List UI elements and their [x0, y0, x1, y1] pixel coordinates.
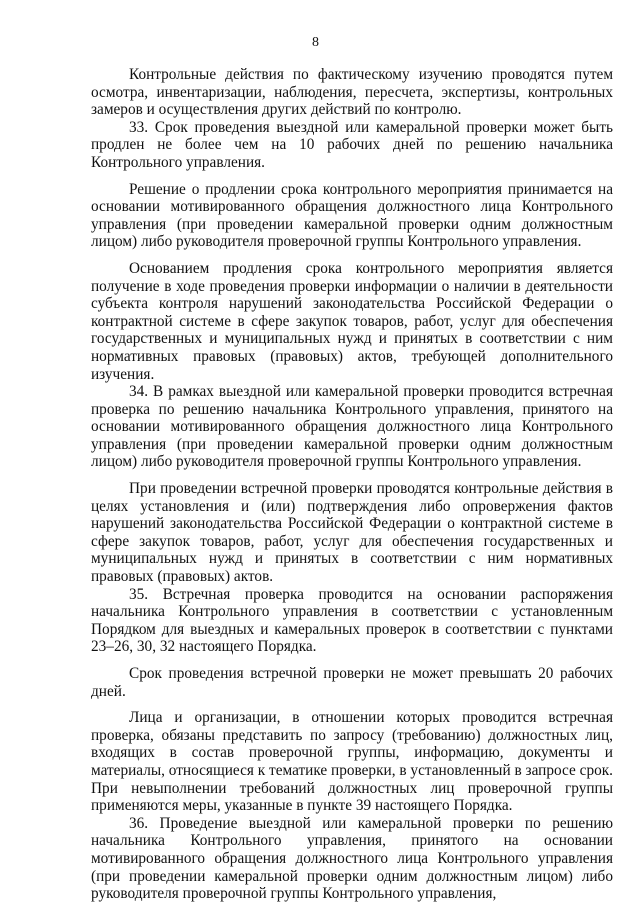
document-body [91, 66, 613, 903]
paragraph: Решение о продлении срока контрольного мероприятия принимается на основании мотивированного обращения должностного лица Контрольного управления (при проведении камеральной проверки одним должностным лицом) либо руководителя проверочной группы Контрольного управления. [91, 180, 613, 251]
paragraph: Основанием продления срока контрольного мероприятия является получение в ходе проведения проверки информации о наличии в деятельности субъекта контроля нарушений законодательства Российской Федерации о контрактной системе в сфере закупок товаров, работ, услуг для обеспечения государственных и муниципальных нужд и принятых в соответствии с ним нормативных правовых (правовых) актов, требующей дополнительного изучения. [91, 259, 613, 383]
paragraph-item-36: 36. Проведение выездной или камеральной проверки по решению начальника Контрольного управления, принятого на основании мотивированного обращения должностного лица Контрольного управления (при проведении камеральной проверки одним должностным лицом) либо руководителя проверочной группы Контрольного управления, [91, 814, 613, 903]
paragraph-item-34: 34. В рамках выездной или камеральной проверки проводится встречная проверка по решению начальника Контрольного управления, принятого на основании мотивированного обращения должностного лица Контрольного управления (при проведении камеральной проверки одним должностным лицом) либо руководителя проверочной группы Контрольного управления. [91, 383, 613, 471]
paragraph-item-35: 35. Встречная проверка проводится на основании распоряжения начальника Контрольного управления в соответствии с установленным Порядком для выездных и камеральных проверок в соответствии с пунктами 23–26, 30, 32 настоящего Порядка. [91, 585, 613, 656]
paragraph-item-33: 33. Срок проведения выездной или камеральной проверки может быть продлен не более чем на 10 рабочих дней по решению начальника Контрольного управления. [91, 118, 613, 171]
paragraph: При проведении встречной проверки проводятся контрольные действия в целях установления и (или) подтверждения либо опровержения фактов нарушений законодательства Российской Федерации о контрактной системе в сфере закупок товаров, работ, услуг для обеспечения государственных и муниципальных нужд и принятых в соответствии с ним нормативных правовых (правовых) актов. [91, 480, 613, 586]
paragraph: Срок проведения встречной проверки не может превышать 20 рабочих дней. [91, 665, 613, 700]
page-number: 8 [312, 35, 319, 50]
paragraph: Контрольные действия по фактическому изучению проводятся путем осмотра, инвентаризации, наблюдения, пересчета, экспертизы, контрольных замеров и осуществления других действий по контролю. [91, 66, 613, 119]
paragraph: Лица и организации, в отношении которых проводится встречная проверка, обязаны представить по запросу (требованию) должностных лиц, входящих в состав проверочной группы, информацию, документы и материалы, относящиеся к тематике проверки, в установленный в запросе срок. При невыполнении требований должностных лиц проверочной группы применяются меры, указанные в пункте 39 настоящего Порядка. [91, 709, 613, 815]
